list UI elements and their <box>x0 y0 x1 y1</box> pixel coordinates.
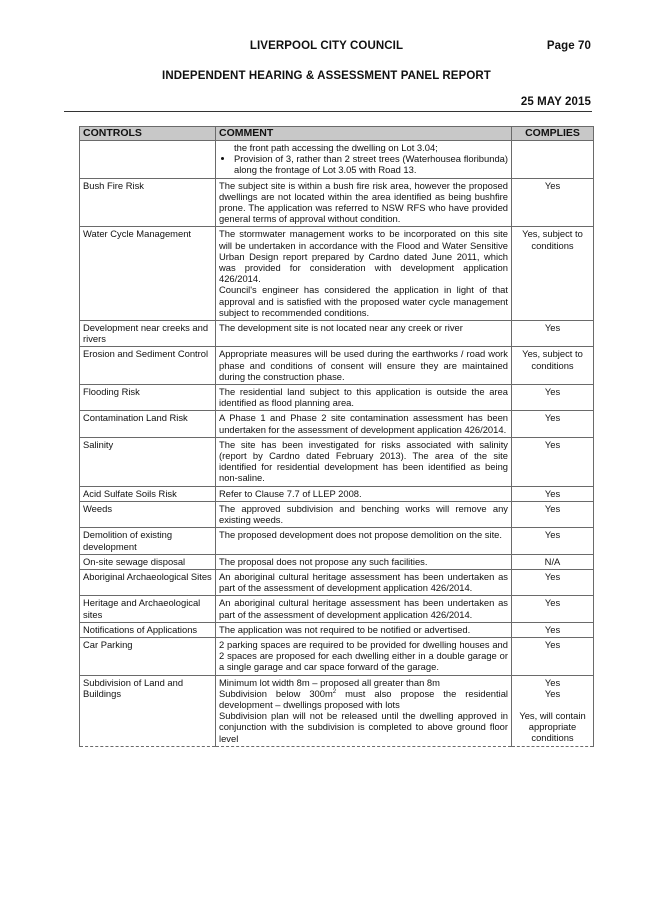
table-row <box>80 569 594 595</box>
controls-table <box>79 126 594 747</box>
complies-value: Yes <box>544 676 561 688</box>
comment-cell: An aboriginal cultural heritage assessment has been undertaken as part of the assessment of development application 426/2014. <box>216 596 512 622</box>
control-cell <box>80 141 216 179</box>
comment-continued-text: the front path accessing the dwelling on Lot 3.04; <box>234 142 438 153</box>
control-cell: Demolition of existing development <box>80 528 216 554</box>
complies-cell: Yes <box>512 569 594 595</box>
comment-cell: The subject site is within a bush fire risk area, however the proposed dwellings are not located within the area identified as being bushfire prone. The application was referred to NSW RFS who have provided general terms of approval without condition. <box>216 178 512 227</box>
comment-cell <box>216 675 512 746</box>
area-text-rest: must also propose the residential development – dwellings proposed with lots <box>219 687 508 710</box>
controls-header: CONTROLS <box>80 127 216 141</box>
comment-cell <box>216 141 512 179</box>
table-row <box>80 385 594 411</box>
table-row-continued <box>80 141 594 179</box>
comment-cell: The development site is not located near any creek or river <box>216 321 512 347</box>
control-cell: Car Parking <box>80 637 216 675</box>
complies-value: Yes <box>544 687 561 699</box>
complies-cell: Yes <box>512 637 594 675</box>
comment-cell: An aboriginal cultural heritage assessment has been undertaken as part of the assessment of development application 426/2014. <box>216 569 512 595</box>
table-row <box>80 622 594 637</box>
comment-cell: The residential land subject to this application is outside the area identified as flood planning area. <box>216 385 512 411</box>
comment-cell <box>216 227 512 321</box>
control-cell: Weeds <box>80 501 216 527</box>
control-cell: Subdivision of Land and Buildings <box>80 675 216 746</box>
table-row <box>80 528 594 554</box>
control-cell: Aboriginal Archaeological Sites <box>80 569 216 595</box>
control-cell: Development near creeks and rivers <box>80 321 216 347</box>
complies-cell: Yes <box>512 596 594 622</box>
complies-cell: Yes <box>512 437 594 486</box>
comment-paragraph: Minimum lot width 8m – proposed all greater than 8m <box>219 676 440 688</box>
table-row <box>80 596 594 622</box>
comment-paragraph: Subdivision plan will not be released until the dwelling approved in conjunction with the subdivision is completed to above ground floor level <box>219 710 508 744</box>
comment-paragraph: Council's engineer has considered the application in light of that approval and is satisfied with the proposed water cycle management subject to recommended conditions. <box>219 284 508 318</box>
control-cell: Salinity <box>80 437 216 486</box>
table-row <box>80 637 594 675</box>
complies-cell: Yes <box>512 178 594 227</box>
table-header-row <box>80 127 594 141</box>
complies-cell: N/A <box>512 554 594 569</box>
complies-cell: Yes <box>512 486 594 501</box>
comment-bullet-list <box>219 153 508 175</box>
comment-cell: Appropriate measures will be used during the earthworks / road work phase and conditions of consent will ensure they are maintained during the construction phase. <box>216 347 512 385</box>
complies-cell: Yes <box>512 528 594 554</box>
table-row <box>80 321 594 347</box>
complies-value: Yes, will contain appropriate conditions <box>519 709 586 744</box>
complies-cell: Yes <box>512 321 594 347</box>
table-row-subdivision <box>80 675 594 746</box>
superscript: 2 <box>332 688 337 695</box>
comment-cell: The site has been investigated for risks associated with salinity (report by Cardno dated February 2013). The area of the site identified for residential development has been identified as being non-saline. <box>216 437 512 486</box>
control-cell: On-site sewage disposal <box>80 554 216 569</box>
complies-cell: Yes <box>512 385 594 411</box>
complies-header: COMPLIES <box>512 127 594 141</box>
comment-paragraph: The stormwater management works to be incorporated on this site will be undertaken in accordance with the Flood and Water Sensitive Urban Design report prepared by Cardno dated June 2011, which was provided for consideration with development application 426/2014. <box>219 228 508 285</box>
control-cell: Contamination Land Risk <box>80 411 216 437</box>
comment-cell: Refer to Clause 7.7 of LLEP 2008. <box>216 486 512 501</box>
complies-cell: Yes, subject to conditions <box>512 227 594 321</box>
complies-cell <box>512 141 594 179</box>
table-row <box>80 554 594 569</box>
header-divider <box>64 111 592 112</box>
table-row <box>80 227 594 321</box>
complies-cell: Yes <box>512 501 594 527</box>
complies-cell: Yes <box>512 411 594 437</box>
table-row <box>80 501 594 527</box>
table-row <box>80 347 594 385</box>
complies-cell <box>512 675 594 746</box>
table-row <box>80 411 594 437</box>
council-name: LIVERPOOL CITY COUNCIL <box>249 40 404 52</box>
control-cell: Erosion and Sediment Control <box>80 347 216 385</box>
control-cell: Notifications of Applications <box>80 622 216 637</box>
page-number: Page 70 <box>546 40 591 52</box>
report-date: 25 MAY 2015 <box>520 96 591 108</box>
comment-cell: A Phase 1 and Phase 2 site contamination assessment has been undertaken for the assessment of development application 426/2014. <box>216 411 512 437</box>
comment-cell: 2 parking spaces are required to be provided for dwelling houses and 2 spaces are proposed for each dwelling either in a double garage or a single garage and car space forward of the garage. <box>216 637 512 675</box>
report-title: INDEPENDENT HEARING & ASSESSMENT PANEL REPORT <box>162 70 491 82</box>
comment-bullet: • Provision of 3, rather than 2 street trees (Waterhousea floribunda) along the frontage of Lot 3.05 with Road 13. <box>234 153 508 175</box>
table-row <box>80 178 594 227</box>
comment-cell: The application was not required to be notified or advertised. <box>216 622 512 637</box>
control-cell: Acid Sulfate Soils Risk <box>80 486 216 501</box>
control-cell: Flooding Risk <box>80 385 216 411</box>
comment-header: COMMENT <box>216 127 512 141</box>
control-cell: Heritage and Archaeological sites <box>80 596 216 622</box>
spacer <box>515 699 590 710</box>
comment-cell: The proposal does not propose any such facilities. <box>216 554 512 569</box>
comment-cell: The proposed development does not propose demolition on the site. <box>216 528 512 554</box>
control-cell: Water Cycle Management <box>80 227 216 321</box>
comment-paragraph <box>219 688 508 710</box>
area-text: Subdivision below 300m <box>219 687 333 699</box>
table-row <box>80 437 594 486</box>
complies-cell: Yes <box>512 622 594 637</box>
complies-cell: Yes, subject to conditions <box>512 347 594 385</box>
comment-cell: The approved subdivision and benching works will remove any existing weeds. <box>216 501 512 527</box>
table-row <box>80 486 594 501</box>
control-cell: Bush Fire Risk <box>80 178 216 227</box>
